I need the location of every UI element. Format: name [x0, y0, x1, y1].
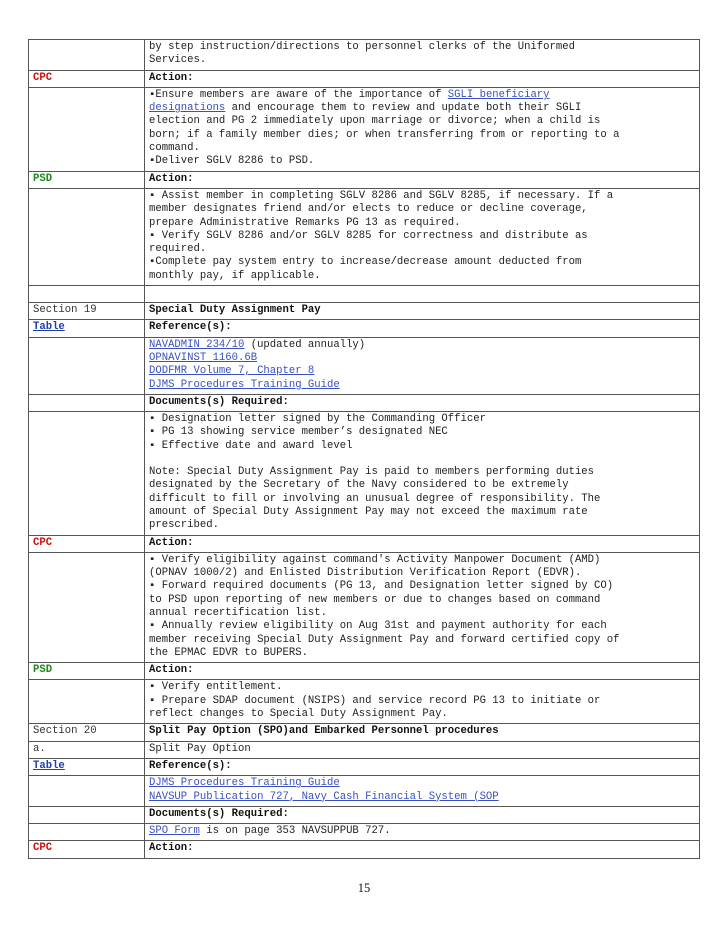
- content-cell: [145, 552, 700, 662]
- text-line: Note: Special Duty Assignment Pay is paid to members performing duties: [149, 466, 595, 479]
- label-cell: [29, 824, 145, 841]
- text-line: designated by the Secretary of the Navy considered to be extremely: [149, 479, 569, 492]
- text-line: election and PG 2 immediately upon marriage or divorce; when a child is: [149, 115, 601, 128]
- content-cell: [145, 188, 700, 285]
- table-row: [29, 394, 700, 411]
- psd-label: PSD: [29, 663, 145, 680]
- reference-link[interactable]: NAVADMIN 234/10: [149, 338, 245, 351]
- table-row: [29, 87, 700, 171]
- cpc-label: CPC: [29, 70, 145, 87]
- label-cell: [29, 552, 145, 662]
- spo-form-link[interactable]: SPO Form: [149, 825, 200, 838]
- label-cell: [29, 40, 145, 71]
- content-cell: [145, 412, 700, 535]
- section-label: Section 19: [29, 303, 145, 320]
- text-line: to PSD upon reporting of new members or due to changes based on command: [149, 593, 601, 606]
- table-row: [29, 758, 700, 775]
- text-line: Services.: [149, 54, 207, 67]
- table-row: [29, 680, 700, 724]
- documents-heading: Documents(s) Required:: [145, 394, 700, 411]
- text-line: prescribed.: [149, 519, 219, 532]
- label-cell: [29, 87, 145, 171]
- text-line: [149, 89, 695, 102]
- table-row: [29, 776, 700, 807]
- text-line: ▪ Annually review eligibility on Aug 31st and payment authority for each: [149, 620, 607, 633]
- table-row: [29, 337, 700, 394]
- table-row: [29, 824, 700, 841]
- content-cell: [145, 824, 700, 841]
- text-line: member designates friend and/or elects to reduce or decline coverage,: [149, 203, 588, 216]
- text-line: amount of Special Duty Assignment Pay may not exceed the maximum rate: [149, 505, 588, 518]
- section-label: Section 20: [29, 724, 145, 741]
- table-row: [29, 303, 700, 320]
- content-cell: [145, 337, 700, 394]
- text-line: ▪ Verify SGLV 8286 and/or SGLV 8285 for correctness and distribute as: [149, 229, 588, 242]
- label-cell: [29, 680, 145, 724]
- table-row: [29, 841, 700, 858]
- text-line: by step instruction/directions to personnel clerks of the Uniformed: [149, 41, 575, 53]
- table-row: [29, 171, 700, 188]
- reference-link[interactable]: DJMS Procedures Training Guide: [149, 777, 340, 790]
- table-row: [29, 320, 700, 337]
- label-cell: [29, 806, 145, 823]
- text-line: [149, 825, 695, 838]
- table-row: [29, 70, 700, 87]
- table-row: [29, 286, 700, 303]
- procedure-table: [28, 39, 700, 859]
- text-line: (OPNAV 1000/2) and Enlisted Distribution Verification Report (EDVR).: [149, 567, 582, 580]
- text-line: [149, 102, 695, 115]
- table-row: [29, 741, 700, 758]
- designations-link[interactable]: designations: [149, 102, 226, 115]
- cpc-label: CPC: [29, 841, 145, 858]
- text-line: member receiving Special Duty Assignment Pay and forward certified copy of: [149, 633, 620, 646]
- text-segment: ▪Ensure members are aware of the importance of: [149, 88, 448, 101]
- content-cell: [145, 776, 700, 807]
- subsection-title: Split Pay Option: [145, 741, 700, 758]
- text-line: ▪ Prepare SDAP document (NSIPS) and service record PG 13 to initiate or: [149, 694, 601, 707]
- label-cell: [29, 188, 145, 285]
- reference-link[interactable]: OPNAVINST 1160.6B: [149, 351, 258, 364]
- label-cell: [29, 337, 145, 394]
- text-segment: is on page 353 NAVSUPPUB 727.: [199, 825, 391, 838]
- subsection-label: a.: [29, 741, 145, 758]
- section-title: Special Duty Assignment Pay: [145, 303, 700, 320]
- action-heading: Action:: [145, 663, 700, 680]
- text-line: born; if a family member dies; or when transferring from or reporting to a: [149, 128, 620, 141]
- references-heading: Reference(s):: [145, 758, 700, 775]
- label-cell: [29, 394, 145, 411]
- text-line: difficult to fill or involving an unusual degree of responsibility. The: [149, 492, 601, 505]
- reference-link[interactable]: NAVSUP Publication 727, Navy Cash Financial System (SOP: [149, 790, 499, 803]
- content-cell: [145, 286, 700, 303]
- content-cell: [145, 87, 700, 171]
- text-line: [149, 365, 695, 378]
- page-number: 15: [357, 881, 371, 895]
- action-heading: Action:: [145, 841, 700, 858]
- table-row: [29, 806, 700, 823]
- label-cell: [29, 286, 145, 303]
- text-line: ▪ Designation letter signed by the Commanding Officer: [149, 413, 486, 426]
- section-title: Split Pay Option (SPO)and Embarked Personnel procedures: [145, 724, 700, 741]
- table-row: [29, 188, 700, 285]
- text-line: required.: [149, 243, 207, 256]
- text-line: ▪Deliver SGLV 8286 to PSD.: [149, 155, 315, 168]
- documents-heading: Documents(s) Required:: [145, 806, 700, 823]
- text-line: ▪ Forward required documents (PG 13, and Designation letter signed by CO): [149, 580, 614, 593]
- content-cell: [145, 680, 700, 724]
- sgli-link[interactable]: SGLI beneficiary: [447, 88, 550, 101]
- text-line: ▪Complete pay system entry to increase/decrease amount deducted from: [149, 256, 582, 269]
- cpc-label: CPC: [29, 535, 145, 552]
- text-segment: (updated annually): [244, 338, 366, 351]
- text-line: monthly pay, if applicable.: [149, 269, 321, 282]
- text-line: ▪ Assist member in completing SGLV 8286 and SGLV 8285, if necessary. If a: [149, 189, 614, 202]
- text-line: prepare Administrative Remarks PG 13 as required.: [149, 216, 461, 229]
- table-row: [29, 552, 700, 662]
- text-line: reflect changes to Special Duty Assignment Pay.: [149, 708, 448, 721]
- text-line: the EPMAC EDVR to BUPERS.: [149, 646, 308, 659]
- table-row: [29, 535, 700, 552]
- spacer: [149, 453, 695, 466]
- table-row: [29, 40, 700, 71]
- action-heading: Action:: [145, 171, 700, 188]
- action-heading: Action:: [145, 535, 700, 552]
- reference-link[interactable]: DODFMR Volume 7, Chapter 8: [149, 365, 315, 378]
- text-line: ▪ Effective date and award level: [149, 439, 353, 452]
- text-segment: and encourage them to review and update both their SGLI: [225, 102, 582, 115]
- text-line: [149, 777, 695, 790]
- text-line: [149, 791, 695, 804]
- table-row: [29, 663, 700, 680]
- content-cell: [145, 40, 700, 71]
- text-line: [149, 352, 695, 365]
- text-line: ▪ Verify entitlement.: [149, 681, 283, 694]
- label-cell: [29, 776, 145, 807]
- psd-label: PSD: [29, 171, 145, 188]
- references-heading: Reference(s):: [145, 320, 700, 337]
- label-cell: [29, 412, 145, 535]
- text-line: [149, 379, 695, 392]
- table-row: [29, 724, 700, 741]
- table-row: [29, 412, 700, 535]
- reference-link[interactable]: DJMS Procedures Training Guide: [149, 378, 340, 391]
- text-line: ▪ PG 13 showing service member’s designated NEC: [149, 426, 448, 439]
- text-line: annual recertification list.: [149, 606, 328, 619]
- text-line: ▪ Verify eligibility against command's Activity Manpower Document (AMD): [149, 553, 601, 566]
- table-label[interactable]: Table: [29, 758, 145, 775]
- text-line: [149, 339, 695, 352]
- text-line: command.: [149, 142, 200, 155]
- action-heading: Action:: [145, 70, 700, 87]
- table-label[interactable]: Table: [29, 320, 145, 337]
